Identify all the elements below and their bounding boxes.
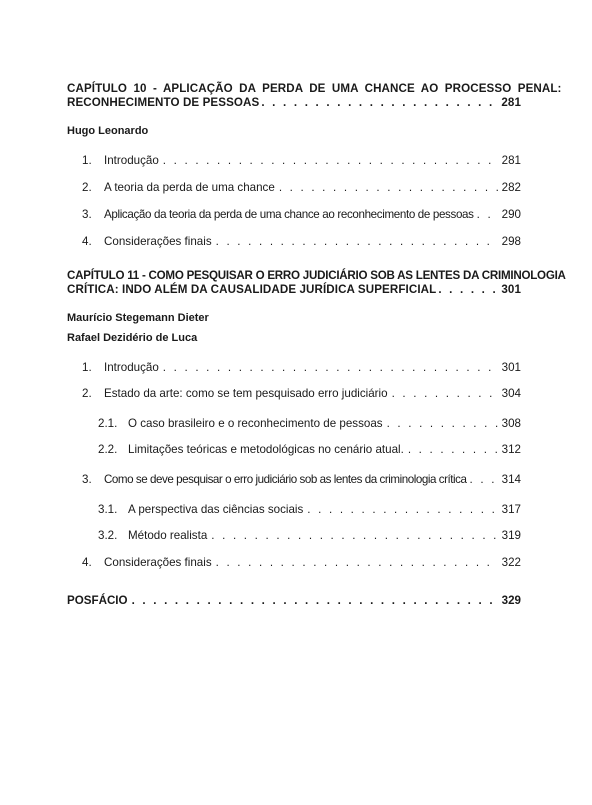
toc-subentry[interactable] bbox=[67, 443, 521, 457]
dot-leader bbox=[477, 208, 499, 222]
entry-number: 3. bbox=[82, 473, 92, 486]
toc-entry[interactable] bbox=[67, 181, 521, 195]
entry-number: 2.2. bbox=[98, 443, 118, 456]
toc-posfacio[interactable] bbox=[67, 594, 521, 608]
entry-number: 2. bbox=[82, 387, 92, 400]
chapter-author: Rafael Dezidério de Luca bbox=[67, 332, 198, 344]
entry-label: O caso brasileiro e o reconhecimento de pessoas bbox=[128, 417, 383, 430]
entry-number: 2.1. bbox=[98, 417, 118, 430]
entry-label: Introdução bbox=[104, 154, 159, 167]
chapter-title-line1: CAPÍTULO 11 - COMO PESQUISAR O ERRO JUDICIÁRIO SOB AS LENTES DA CRIMINOLOGIA bbox=[67, 269, 566, 282]
entry-page-number: 301 bbox=[501, 361, 521, 374]
dot-leader bbox=[216, 556, 498, 570]
chapter-10-title[interactable] bbox=[67, 82, 562, 110]
chapter-author: Maurício Stegemann Dieter bbox=[67, 312, 209, 324]
posfacio-page-number: 329 bbox=[501, 594, 521, 607]
entry-page-number: 282 bbox=[501, 181, 521, 194]
entry-page-number: 281 bbox=[501, 154, 521, 167]
entry-label: Considerações finais bbox=[104, 556, 212, 569]
entry-number: 3. bbox=[82, 208, 92, 221]
toc-entry[interactable] bbox=[67, 235, 521, 249]
entry-page-number: 308 bbox=[501, 417, 521, 430]
toc-entry[interactable] bbox=[67, 387, 521, 401]
dot-leader bbox=[132, 594, 498, 608]
chapter-page-number: 301 bbox=[501, 283, 521, 296]
dot-leader bbox=[216, 235, 498, 249]
entry-label: Como se deve pesquisar o erro judiciário sob as lentes da criminologia crítica bbox=[104, 473, 467, 486]
entry-page-number: 304 bbox=[501, 387, 521, 400]
entry-page-number: 319 bbox=[501, 529, 521, 542]
posfacio-label: POSFÁCIO bbox=[67, 594, 128, 607]
chapter-11-title[interactable] bbox=[67, 269, 566, 297]
entry-label: A perspectiva das ciências sociais bbox=[128, 503, 304, 516]
dot-leader bbox=[163, 154, 498, 168]
entry-number: 3.1. bbox=[98, 503, 118, 516]
chapter-title-line2: RECONHECIMENTO DE PESSOAS bbox=[67, 96, 260, 109]
entry-label: Método realista bbox=[128, 529, 208, 542]
chapter-title-line1: CAPÍTULO 10 - APLICAÇÃO DA PERDA DE UMA CHANCE AO PROCESSO PENAL: bbox=[67, 82, 562, 95]
dot-leader bbox=[387, 417, 498, 431]
toc-entry[interactable] bbox=[67, 154, 521, 168]
dot-leader bbox=[408, 443, 498, 457]
entry-page-number: 317 bbox=[501, 503, 521, 516]
entry-page-number: 312 bbox=[501, 443, 521, 456]
entry-page-number: 322 bbox=[501, 556, 521, 569]
entry-number: 4. bbox=[82, 556, 92, 569]
dot-leader bbox=[261, 96, 499, 110]
toc-subentry[interactable] bbox=[67, 417, 521, 431]
dot-leader bbox=[211, 529, 497, 543]
toc-entry[interactable] bbox=[67, 208, 521, 222]
entry-number: 3.2. bbox=[98, 529, 118, 542]
dot-leader bbox=[392, 387, 498, 401]
entry-page-number: 298 bbox=[501, 235, 521, 248]
chapter-author: Hugo Leonardo bbox=[67, 125, 149, 137]
entry-label: Considerações finais bbox=[104, 235, 212, 248]
entry-number: 1. bbox=[82, 361, 92, 374]
entry-label: Introdução bbox=[104, 361, 159, 374]
entry-number: 2. bbox=[82, 181, 92, 194]
dot-leader bbox=[163, 361, 498, 375]
entry-page-number: 290 bbox=[501, 208, 521, 221]
entry-label: Limitações teóricas e metodológicas no cenário atual. bbox=[128, 443, 404, 456]
entry-number: 1. bbox=[82, 154, 92, 167]
entry-label: Aplicação da teoria da perda de uma chance ao reconhecimento de pessoas bbox=[104, 208, 474, 221]
toc-subentry[interactable] bbox=[67, 503, 521, 517]
entry-page-number: 314 bbox=[501, 473, 521, 486]
toc-subentry[interactable] bbox=[67, 529, 521, 543]
toc-entry[interactable] bbox=[67, 556, 521, 570]
chapter-title-line2: CRÍTICA: INDO ALÉM DA CAUSALIDADE JURÍDICA SUPERFICIAL bbox=[67, 283, 437, 296]
entry-label: A teoria da perda de uma chance bbox=[104, 181, 275, 194]
chapter-page-number: 281 bbox=[501, 96, 521, 109]
dot-leader bbox=[470, 473, 499, 487]
dot-leader bbox=[279, 181, 498, 195]
entry-label: Estado da arte: como se tem pesquisado erro judiciário bbox=[104, 387, 388, 400]
toc-entry[interactable] bbox=[67, 473, 521, 487]
toc-entry[interactable] bbox=[67, 361, 521, 375]
entry-number: 4. bbox=[82, 235, 92, 248]
dot-leader bbox=[307, 503, 497, 517]
dot-leader bbox=[438, 283, 499, 297]
